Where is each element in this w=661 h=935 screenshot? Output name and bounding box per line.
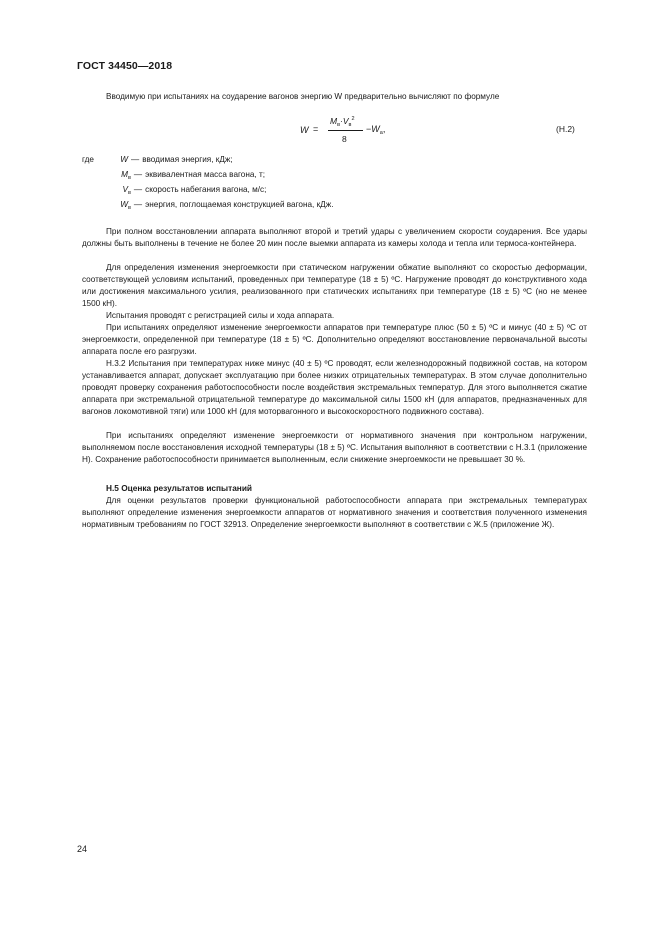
where-item-speed: $V_в$ — скорость набегания вагона, м/с; xyxy=(122,185,267,196)
paragraph-energy-change: При испытаниях определяют изменение энергоемкости аппаратов при температуре плюс (50 ± 5) ºС и минус (40 ± 5) ºС от энергоемкости, определенной при температуре (18 ± 5) ºС. Дополнительно определяют восстановление первоначальной высоты аппарата после его разгрузки. xyxy=(82,323,587,356)
formula-denominator: 8 xyxy=(342,134,347,144)
paragraph-static-loading: Для определения изменения энергоемкости при статическом нагружении обжатие выполняют со скоростью деформации, соответствующей условиям испытаний, проведенных при температуре (18 ± 5) ºС. Нагружение проводят до конструктивного хода или достижения максимального усилия, реализованного при статических испытаниях при температуре (18 ± 5) ºС (но не менее 1500 кН). xyxy=(82,263,587,308)
paragraph-registration: Испытания проводят с регистрацией силы и хода аппарата. xyxy=(106,311,335,320)
formula-intro: Вводимую при испытаниях на соударение вагонов энергию W предварительно вычисляют по формуле xyxy=(106,92,500,101)
section-heading: Н.5 Оценка результатов испытаний xyxy=(106,483,253,493)
formula-tail: $-W_а$, xyxy=(366,124,386,136)
fraction-bar xyxy=(328,130,363,131)
where-item-energy: где W — вводимая энергия, кДж; xyxy=(82,155,233,164)
where-item-absorbed-energy: $W_в$ — энергия, поглощаемая конструкцией вагона, кДж. xyxy=(120,200,334,211)
energy-formula xyxy=(300,113,410,149)
paragraph-repeat-impacts: При полном восстановлении аппарата выполняют второй и третий удары с увеличением скорости соударения. Все удары должны быть выполнены в течение не более 20 мин после выемки аппарата из камеры холода и тепла или термоса-контейнера. xyxy=(82,227,587,248)
where-label: где xyxy=(82,155,94,164)
document-code-header: ГОСТ 34450—2018 xyxy=(77,60,173,72)
page-number: 24 xyxy=(77,844,88,854)
section-paragraph: Для оценки результатов проверки функциональной работоспособности аппарата при экстремальных температурах выполняют определение изменения энергоемкости аппаратов от нормативного значения и соответствия полученного изменения нормативным требованиям по ГОСТ 32913. Определение энергоемкости выполняют в соответствии с Ж.5 (приложение Ж). xyxy=(82,496,587,529)
formula-numerator: $M_в\cdot V_в^2$ xyxy=(330,116,355,128)
formula-number: (Н.2) xyxy=(556,124,575,134)
formula-equals: = xyxy=(313,124,319,134)
where-item-mass: $M_в$ — эквивалентная масса вагона, т; xyxy=(121,170,266,181)
paragraph-low-temperature: Н.3.2 Испытания при температурах ниже минус (40 ± 5) ºС проводят, если железнодорожный подвижной состав, на котором устанавливается аппарат, допускает эксплуатацию при более низких отрицательных температурах. В этом случае дополнительно проводят проверку сохранения работоспособности после воздействия экстремальных температур. Для этого выполняется сжатие аппарата при экстремальной отрицательной температуре до максимальной силы 1500 кН (для аппаратов, предназначенных для вагонов локомотивной тяги) или 1000 кН (для моторвагонного и высокоскоростного подвижного состава). xyxy=(82,359,587,416)
formula-lhs: W xyxy=(300,125,309,135)
paragraph-control-loading: При испытаниях определяют изменение энергоемкости от нормативного значения при контрольном нагружении, выполняемом после восстановления исходной температуры (18 ± 5) ºС. Испытания выполняют в соответствии с Н.3.1 (приложение Н). Сохранение работоспособности принимается выполненным, если снижение энергоемкости не превышает 30 %. xyxy=(82,431,587,464)
